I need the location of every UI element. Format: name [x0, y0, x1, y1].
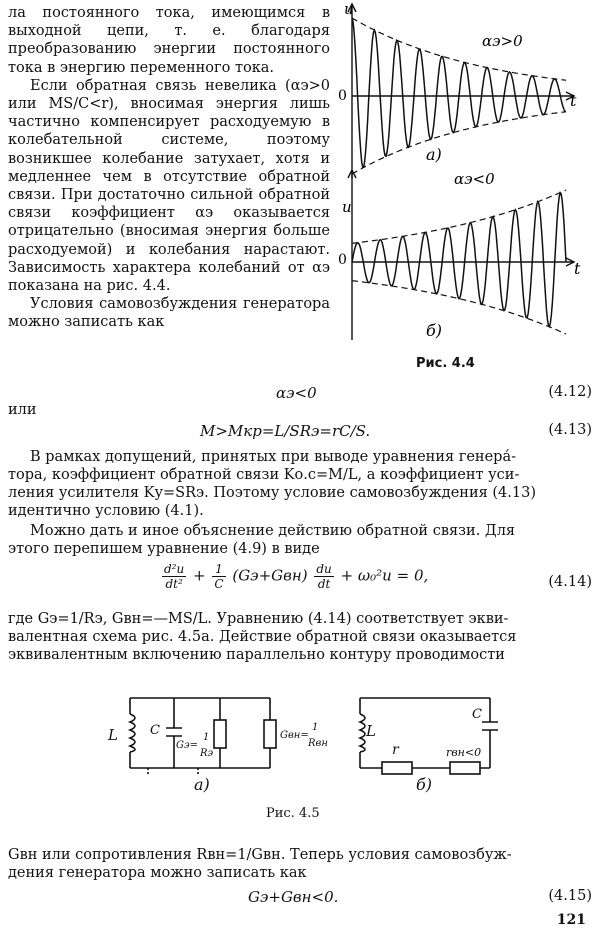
label-L-b: L — [366, 722, 376, 740]
text-line: Gвн или сопротивления Rвн=1/Gвн. Теперь условия самовозбуж- — [8, 847, 512, 863]
equation-4-15: Gэ+Gвн<0. — [248, 888, 339, 906]
equation-4-12-number: (4.12) — [548, 384, 592, 400]
label-r: r — [392, 742, 399, 758]
label-Gvn-num: 1 — [312, 722, 319, 733]
equation-4-13: M>Mкр=L/SRэ=rC/S. — [200, 422, 371, 440]
axis-u-label-a: u — [344, 0, 354, 18]
resistor-rvn — [264, 720, 276, 748]
paragraph-conditions: Условия самовозбуждения генератора можно записать как — [8, 296, 330, 331]
subfigure-a-label-4-5: a) — [194, 775, 210, 794]
paragraph-intro: ла постоянного тока, имеющимся в выходной цепи, т. е. благодаря преобразованию энергии постоянного тока в энергию переменного тока. — [8, 5, 330, 76]
equation-4-14-number: (4.14) — [548, 574, 592, 590]
text-line: В рамках допущений, принятых при выводе уравнения генера́- — [30, 449, 516, 465]
figure-4-4 — [334, 0, 596, 340]
label-Ge: Gэ= — [176, 740, 198, 751]
text-line: эквивалентным включению параллельно контуру проводимости — [8, 647, 505, 663]
equation-4-13-number: (4.13) — [548, 422, 592, 438]
axis-t-label-b: t — [574, 259, 581, 278]
oscillation-curve — [352, 18, 566, 167]
figure-4-4b-growing — [348, 170, 574, 340]
envelope-upper — [352, 18, 566, 80]
subfigure-b-label-4-5: б) — [416, 775, 433, 794]
label-rvn: rвн<0 — [446, 746, 482, 759]
fraction-1-over-C: $\frac{1}{C}$ — [214, 562, 224, 591]
label-Ge-num: 1 — [203, 732, 210, 743]
figure-4-5 — [90, 678, 530, 798]
left-column-text — [8, 4, 330, 332]
text-line: Можно дать и иное объяснение действию обратной связи. Для — [30, 523, 516, 539]
text-line: тора, коэффициент обратной связи Kо.с=M/L, а коэффициент уси- — [8, 467, 520, 483]
figure-4-4-caption: Рис. 4.4 — [416, 356, 475, 371]
envelope-lower — [352, 281, 566, 334]
fraction-d2u-dt2: $\frac{\text{d²u}}{\text{dt²}}$ — [164, 562, 185, 591]
text-line: ления усилителя Kу=SRэ. Поэтому условие самовозбуждения (4.13) — [8, 485, 536, 501]
figure-4-4a-decaying — [348, 4, 574, 178]
equation-4-14: $\frac{\text{d²u}}{\text{dt²}}$ + $\frac{1}{C}$ (Gэ+Gвн) $\frac{du}{dt}$ + ω₀²u = 0, — [164, 562, 429, 591]
label-C-a: C — [150, 723, 160, 738]
figure-4-5-caption: Рис. 4.5 — [266, 806, 320, 821]
inductor-coil-b — [360, 714, 365, 752]
resistor-r — [382, 762, 412, 774]
equation-4-12: αэ<0 — [276, 384, 317, 402]
label-Gvn: Gвн= — [280, 730, 309, 741]
subfigure-b-label: б) — [426, 321, 443, 340]
label-C-b: C — [472, 707, 482, 722]
origin-label-a: 0 — [338, 88, 347, 104]
page-number: 121 — [556, 912, 586, 928]
word-ili: или — [8, 402, 37, 418]
text-line: идентично условию (4.1). — [8, 503, 204, 519]
label-Gvn-den: Rвн — [308, 738, 328, 749]
envelope-lower — [352, 112, 566, 174]
text-line: где Gэ=1/Rэ, Gвн=—MS/L. Уравнению (4.14) соответствует экви- — [8, 611, 509, 627]
label-L-a: L — [108, 726, 118, 744]
subfigure-a-label: a) — [426, 145, 442, 164]
resistor-re — [214, 720, 226, 748]
text-line: дения генератора можно записать как — [8, 865, 307, 881]
axis-t-label-a: t — [570, 91, 577, 110]
capacitor — [166, 698, 182, 768]
equation-4-15-number: (4.15) — [548, 888, 592, 904]
label-Ge-den: Rэ — [200, 748, 214, 759]
text-line: валентная схема рис. 4.5a. Действие обратной связи оказывается — [8, 629, 517, 645]
alpha-negative-label: αэ<0 — [454, 170, 495, 188]
inductor-coil — [130, 714, 135, 752]
fraction-du-dt: $\frac{du}{dt}$ — [316, 562, 332, 591]
alpha-positive-label: αэ>0 — [482, 32, 523, 50]
paragraph-feedback: Если обратная связь невелика (αэ>0 или MS/C<r), вносимая энергия лишь частично компенсирует расходуемую в колебательной системе, поэтому возникшее колебание затухает, хотя и медленнее чем в отсутствие обратной связи. При достаточно сильной обратной связи коэффициент αэ оказывается отрицательно (вносимая энергия больше расходуемой) и колебания нарастают. Зависимость характера колебаний от αэ показана на рис. 4.4. — [8, 77, 330, 295]
oscillation-curve — [352, 193, 566, 327]
resistor-rvn-b — [450, 762, 480, 774]
text-line: этого перепишем уравнение (4.9) в виде — [8, 541, 320, 557]
axis-u-label-b: u — [342, 198, 352, 216]
capacitor-b — [482, 722, 498, 730]
origin-label-b: 0 — [338, 252, 347, 268]
